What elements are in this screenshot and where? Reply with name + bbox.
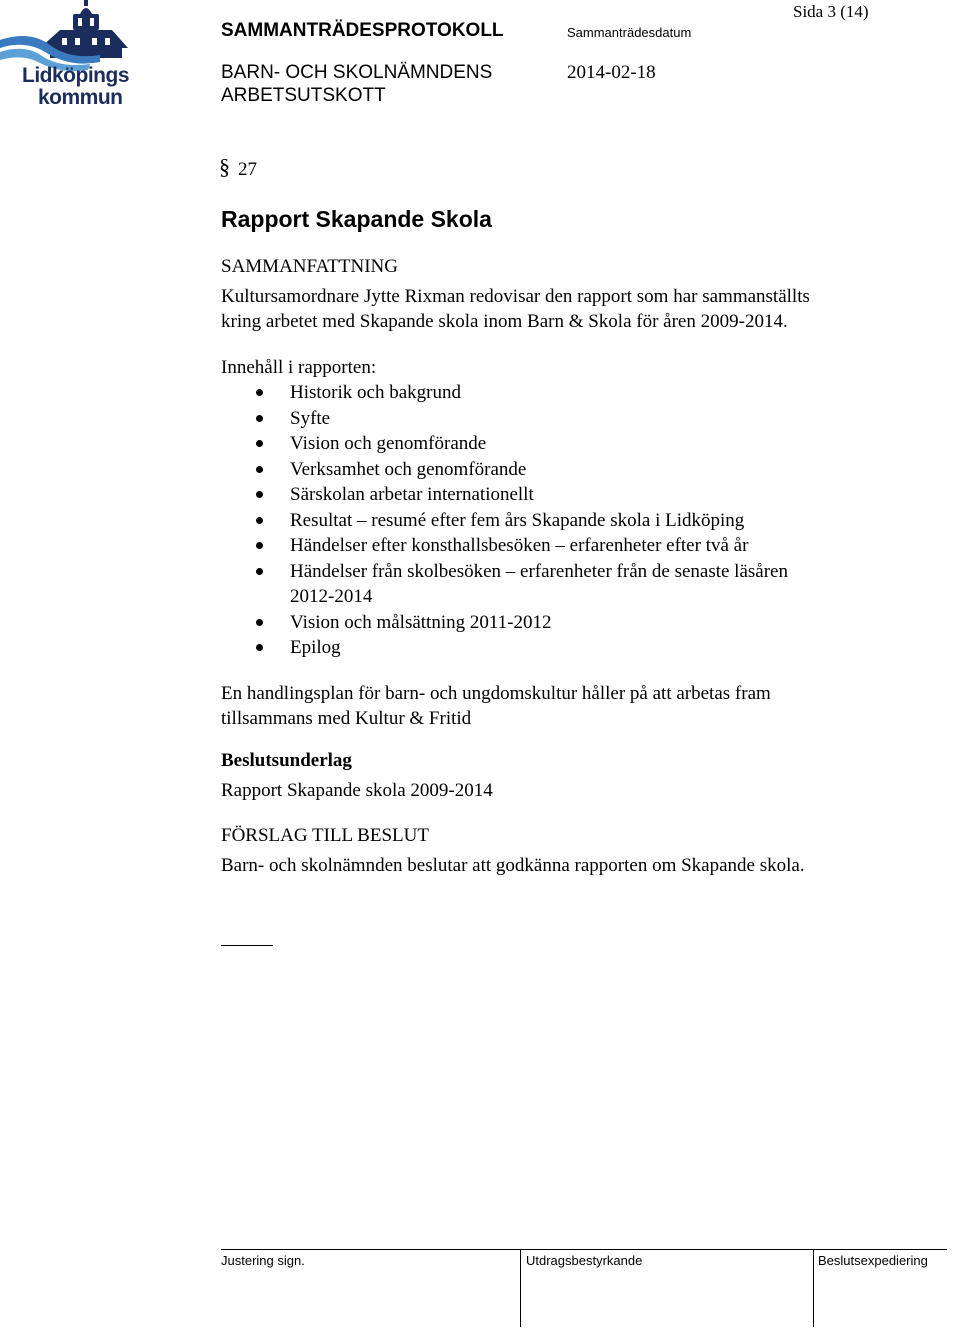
- action-plan-line: tillsammans med Kultur & Fritid: [221, 708, 472, 729]
- bullet-icon: [256, 491, 263, 498]
- action-plan-text: [221, 681, 951, 731]
- list-item: Händelser från skolbesöken – erfarenheter från de senaste läsåren: [222, 559, 942, 585]
- decision-basis-heading: Beslutsunderlag: [221, 750, 352, 771]
- closing-rule: [221, 945, 273, 946]
- committee-name: BARN- OCH SKOLNÄMNDENS: [221, 62, 493, 83]
- meeting-date: 2014-02-18: [567, 62, 656, 83]
- list-item: Särskolan arbetar internationellt: [222, 482, 942, 508]
- meeting-date-label: Sammanträdesdatum: [567, 25, 692, 40]
- footer-divider: [813, 1249, 814, 1327]
- contents-intro: Innehåll i rapporten:: [221, 357, 377, 378]
- paragraph-title: Rapport Skapande Skola: [221, 206, 492, 232]
- bullet-icon: [256, 389, 263, 396]
- committee-subname: ARBETSUTSKOTT: [221, 85, 386, 106]
- decision-basis-text: Rapport Skapande skola 2009-2014: [221, 780, 493, 801]
- list-item: Epilog: [222, 635, 942, 661]
- logo-text-line2: kommun: [38, 86, 123, 109]
- footer-extract-label: Utdragsbestyrkande: [526, 1253, 643, 1268]
- bullet-icon: [256, 644, 263, 651]
- footer-signature-label: Justering sign.: [221, 1253, 305, 1268]
- contents-list: [222, 380, 942, 661]
- footer-top-rule: [221, 1249, 947, 1250]
- list-item: Vision och genomförande: [222, 431, 942, 457]
- summary-line: kring arbetet med Skapande skola inom Barn & Skola för åren 2009-2014.: [221, 311, 788, 332]
- list-item: Vision och målsättning 2011-2012: [222, 610, 942, 636]
- bullet-icon: [256, 466, 263, 473]
- summary-line: Kultursamordnare Jytte Rixman redovisar den rapport som har sammanställts: [221, 286, 810, 307]
- document-title: SAMMANTRÄDESPROTOKOLL: [221, 20, 504, 41]
- summary-heading: SAMMANFATTNING: [221, 256, 398, 277]
- list-item: Resultat – resumé efter fem års Skapande skola i Lidköping: [222, 508, 942, 534]
- list-item-continuation: 2012-2014: [290, 586, 373, 607]
- section-sign: §: [219, 154, 230, 179]
- bullet-icon: [256, 568, 263, 575]
- list-item: Historik och bakgrund: [222, 380, 942, 406]
- bullet-icon: [256, 440, 263, 447]
- bullet-icon: [256, 542, 263, 549]
- bullet-icon: [256, 619, 263, 626]
- bullet-icon: [256, 517, 263, 524]
- bullet-icon: [256, 415, 263, 422]
- list-item: Syfte: [222, 406, 942, 432]
- proposal-text: Barn- och skolnämnden beslutar att godkänna rapporten om Skapande skola.: [221, 855, 805, 876]
- proposal-heading: FÖRSLAG TILL BESLUT: [221, 825, 429, 846]
- footer-divider: [520, 1249, 521, 1327]
- list-item: Händelser efter konsthallsbesöken – erfarenheter efter två år: [222, 533, 942, 559]
- logo-text-line1: Lidköpings: [22, 64, 129, 87]
- action-plan-line: En handlingsplan för barn- och ungdomskultur håller på att arbetas fram: [221, 683, 771, 704]
- footer-dispatch-label: Beslutsexpediering: [818, 1253, 928, 1268]
- page-number: Sida 3 (14): [793, 2, 869, 21]
- paragraph-number: 27: [238, 159, 257, 180]
- list-item: Verksamhet och genomförande: [222, 457, 942, 483]
- summary-text: [221, 284, 951, 334]
